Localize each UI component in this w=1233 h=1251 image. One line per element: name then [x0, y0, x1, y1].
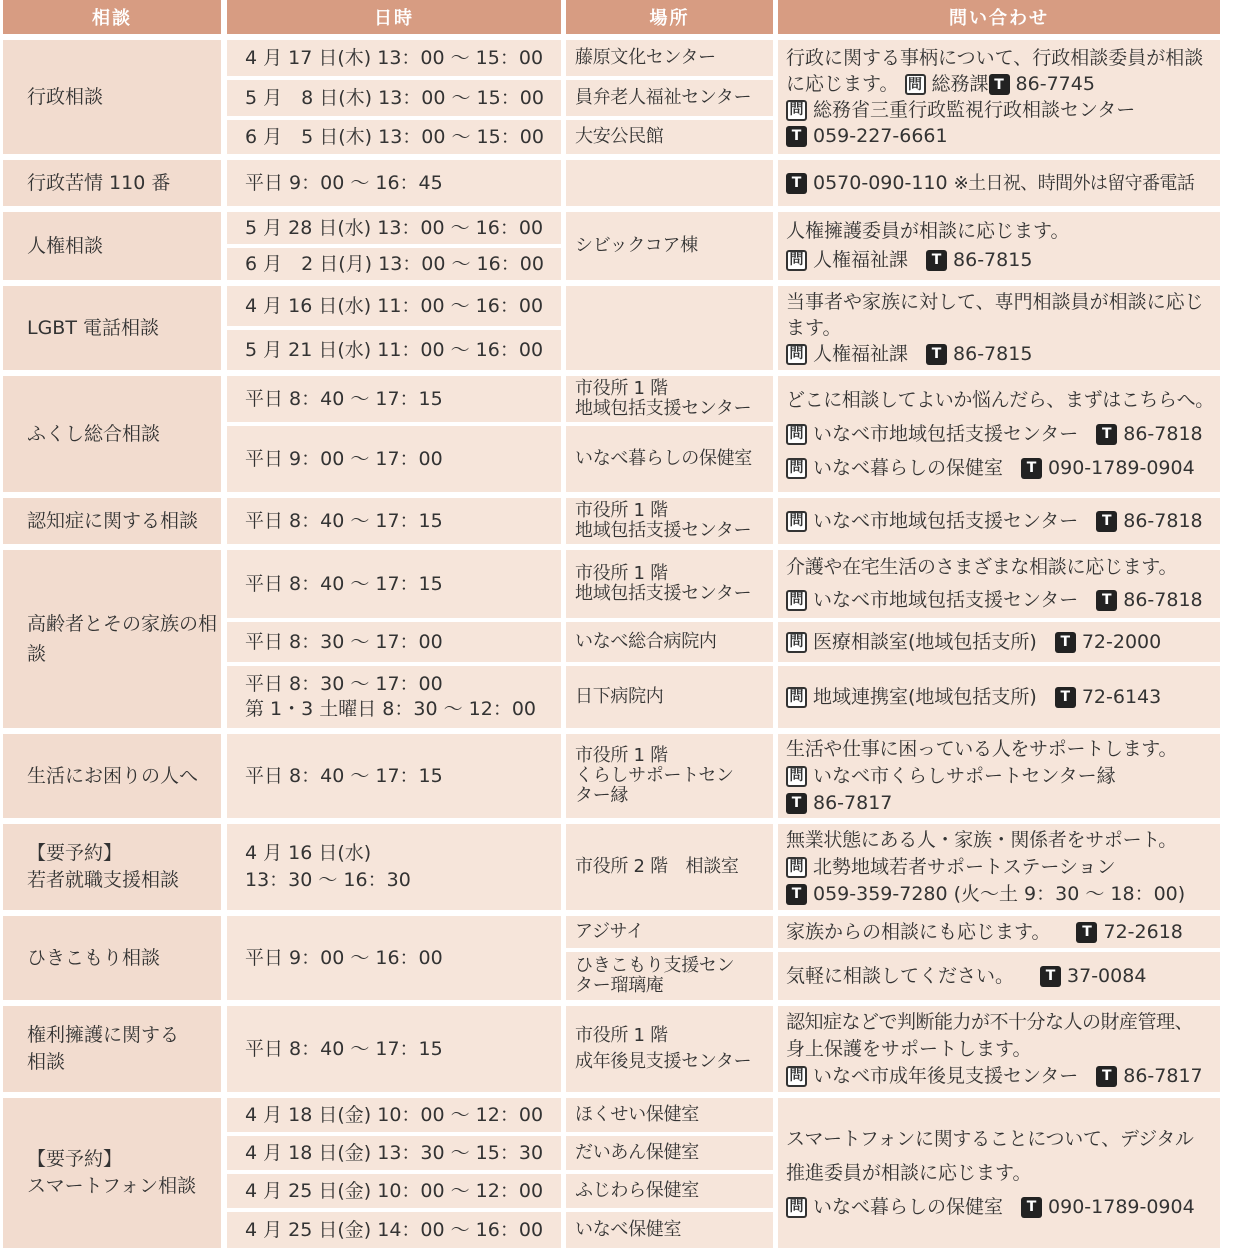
row-hikikomori-date: 平日 9：00 〜 16：00 — [227, 916, 561, 1000]
place-line: 地域包括支援センター — [575, 520, 752, 541]
row-gyosei-date-2: 5 月 8 日(木) 13：00 〜 15：00 — [227, 80, 561, 116]
contact-tel: 72-6143 — [1081, 685, 1162, 708]
contact-dept: いなべ暮らしの保健室 — [813, 1196, 1004, 1218]
header-place: 場所 — [566, 0, 773, 34]
inquiry-icon: 問 — [786, 632, 807, 653]
row-jakusha-date — [227, 824, 561, 910]
place-line: 地域包括支援センター — [575, 583, 752, 604]
contact-tel: 86-7815 — [953, 249, 1033, 271]
row-smart-place-1: ほくせい保健室 — [566, 1098, 773, 1132]
row-lgbt-date-1: 4 月 16 日(水) 11：00 〜 16：00 — [227, 286, 561, 326]
inquiry-icon: 問 — [786, 511, 807, 532]
row-ninchi-date: 平日 8：40 〜 17：15 — [227, 498, 561, 544]
row-ninchi-place — [566, 498, 773, 544]
row-koreisha-place-1 — [566, 550, 773, 618]
row-gyosei-date-3: 6 月 5 日(木) 13：00 〜 15：00 — [227, 120, 561, 154]
contact-dept: 北勢地域若者サポートステーション — [813, 855, 1116, 878]
inquiry-icon: 問 — [786, 590, 807, 611]
contact-tel: 86-7818 — [1123, 509, 1203, 532]
date-line: 4 月 16 日(水) — [245, 842, 372, 864]
consultation-name: 相談 — [27, 1051, 66, 1073]
row-lgbt-name: LGBT 電話相談 — [3, 286, 221, 370]
row-fukushi-date-1: 平日 8：40 〜 17：15 — [227, 376, 561, 422]
inquiry-icon: 問 — [905, 74, 926, 95]
contact-text: 生活や仕事に困っている人をサポートします。 — [786, 737, 1178, 760]
row-ninchi-name: 認知症に関する相談 — [3, 498, 221, 544]
row-smart-contact — [778, 1098, 1220, 1248]
place-line: ひきこもり支援セン — [575, 955, 735, 976]
row-fukushi-contact — [778, 376, 1220, 492]
phone-icon: T — [1096, 590, 1117, 611]
reservation-label: 【要予約】 — [27, 842, 123, 864]
header-consultation: 相談 — [3, 0, 221, 34]
row-seikatsu-contact — [778, 734, 1220, 818]
row-kenri-place — [566, 1006, 773, 1092]
phone-icon: T — [1096, 1066, 1117, 1087]
date-line: 13：30 〜 16：30 — [245, 869, 411, 891]
phone-icon: T — [1040, 966, 1061, 987]
consultation-name: 高齢者とその家族の相談 — [27, 613, 218, 665]
row-fukushi-name: ふくし総合相談 — [3, 376, 221, 492]
row-jinken-date-2: 6 月 2 日(月) 13：00 〜 16：00 — [227, 248, 561, 280]
contact-dept: いなべ市地域包括支援センター — [813, 509, 1079, 532]
row-jinken-name: 人権相談 — [3, 212, 221, 280]
contact-text: 気軽に相談してください。 — [786, 964, 1015, 987]
consultation-name: 若者就職支援相談 — [27, 869, 180, 891]
row-hikikomori-place-1: アジサイ — [566, 916, 773, 948]
row-koreisha-name — [3, 550, 221, 728]
contact-tel: 059-227-6661 — [813, 125, 948, 147]
row-jakusha-name — [3, 824, 221, 910]
contact-note: ※土日祝、時間外は留守番電話 — [953, 172, 1195, 194]
contact-tel: 86-7817 — [1123, 1064, 1203, 1087]
inquiry-icon: 問 — [786, 100, 807, 121]
row-gyosei-place-3: 大安公民館 — [566, 120, 773, 154]
row-smart-date-2: 4 月 18 日(金) 13：30 〜 15：30 — [227, 1136, 561, 1170]
contact-dept: 総務省三重行政監視行政相談センター — [813, 99, 1136, 121]
row-kujo-place — [566, 160, 773, 206]
header-datetime: 日時 — [227, 0, 561, 34]
row-koreisha-date-3 — [227, 666, 561, 728]
row-smart-date-3: 4 月 25 日(金) 10：00 〜 12：00 — [227, 1174, 561, 1208]
contact-tel: 86-7818 — [1123, 589, 1203, 611]
contact-dept: 地域連携室(地域包括支所) — [813, 685, 1037, 708]
contact-note: (火〜土 9：30 〜 18：00) — [953, 882, 1186, 905]
row-fukushi-place-1 — [566, 376, 773, 422]
row-jinken-contact — [778, 212, 1220, 280]
row-seikatsu-date: 平日 8：40 〜 17：15 — [227, 734, 561, 818]
row-koreisha-place-3: 日下病院内 — [566, 666, 773, 728]
date-line: 平日 8：30 〜 17：00 — [245, 673, 443, 695]
row-hikikomori-place-2 — [566, 952, 773, 1000]
contact-tel: 090-1789-0904 — [1048, 1196, 1195, 1218]
phone-icon: T — [989, 74, 1010, 95]
place-line: ター縁 — [575, 785, 629, 806]
contact-dept: いなべ市くらしサポートセンター縁 — [813, 764, 1116, 787]
phone-icon: T — [1055, 632, 1076, 653]
contact-text: 介護や在宅生活のさまざまな相談に応じます。 — [786, 556, 1178, 578]
place-line: ター瑠璃庵 — [575, 975, 664, 996]
inquiry-icon: 問 — [786, 250, 807, 271]
contact-tel: 37-0084 — [1067, 964, 1147, 987]
phone-icon: T — [1076, 922, 1097, 943]
row-gyosei-place-2: 員弁老人福祉センター — [566, 80, 773, 116]
contact-dept: いなべ市地域包括支援センター — [813, 589, 1079, 611]
contact-text: 身上保護をサポートします。 — [786, 1037, 1032, 1060]
row-koreisha-place-2: いなべ総合病院内 — [566, 622, 773, 662]
row-hikikomori-contact-1 — [778, 916, 1220, 948]
row-smart-name — [3, 1098, 221, 1248]
inquiry-icon: 問 — [786, 687, 807, 708]
row-fukushi-place-2: いなべ暮らしの保健室 — [566, 426, 773, 492]
phone-icon: T — [786, 884, 807, 905]
row-kenri-date: 平日 8：40 〜 17：15 — [227, 1006, 561, 1092]
place-line: くらしサポートセン — [575, 765, 734, 786]
row-kenri-name — [3, 1006, 221, 1092]
contact-text: 行政に関する事柄について、行政相談委員が相談に応じます。 — [786, 47, 1204, 95]
row-kujo-contact — [778, 160, 1220, 206]
header-contact: 問い合わせ — [778, 0, 1220, 34]
consultation-name: スマートフォン相談 — [27, 1175, 197, 1197]
row-kujo-date: 平日 9：00 〜 16：45 — [227, 160, 561, 206]
place-line: 市役所 1 階 — [575, 378, 668, 399]
inquiry-icon: 問 — [786, 766, 807, 787]
row-lgbt-contact — [778, 286, 1220, 370]
row-gyosei-date-1: 4 月 17 日(木) 13：00 〜 15：00 — [227, 40, 561, 76]
inquiry-icon: 問 — [786, 1066, 807, 1087]
row-hikikomori-name: ひきこもり相談 — [3, 916, 221, 1000]
inquiry-icon: 問 — [786, 458, 807, 479]
contact-text: 家族からの相談にも応じます。 — [786, 920, 1051, 943]
place-line: 成年後見支援センター — [575, 1051, 752, 1072]
phone-icon: T — [1021, 1197, 1042, 1218]
reservation-label: 【要予約】 — [27, 1148, 123, 1170]
phone-icon: T — [786, 793, 807, 814]
row-jakusha-contact — [778, 824, 1220, 910]
row-kenri-contact — [778, 1006, 1220, 1092]
phone-icon: T — [926, 250, 947, 271]
place-line: 市役所 1 階 — [575, 500, 668, 521]
date-line: 第 1・3 土曜日 8：30 〜 12：00 — [245, 698, 536, 720]
contact-tel: 72-2000 — [1081, 630, 1162, 653]
contact-dept: 医療相談室(地域包括支所) — [813, 630, 1037, 653]
row-gyosei-name: 行政相談 — [3, 40, 221, 154]
contact-tel: 0570-090-110 — [813, 171, 948, 194]
row-koreisha-date-2: 平日 8：30 〜 17：00 — [227, 622, 561, 662]
contact-dept: いなべ市成年後見支援センター — [813, 1064, 1079, 1087]
row-kujo-name: 行政苦情 110 番 — [3, 160, 221, 206]
row-ninchi-contact — [778, 498, 1220, 544]
place-line: 市役所 1 階 — [575, 563, 668, 584]
row-smart-date-4: 4 月 25 日(金) 14：00 〜 16：00 — [227, 1212, 561, 1248]
contact-tel: 059-359-7280 — [813, 882, 948, 905]
row-lgbt-place — [566, 286, 773, 370]
row-koreisha-contact-3 — [778, 666, 1220, 728]
row-seikatsu-name: 生活にお困りの人へ — [3, 734, 221, 818]
inquiry-icon: 問 — [786, 344, 807, 365]
contact-text: 推進委員が相談に応じます。 — [786, 1162, 1032, 1184]
contact-dept: 人権福祉課 — [813, 249, 909, 271]
contact-text: 認知症などで判断能力が不十分な人の財産管理、 — [786, 1010, 1194, 1033]
contact-text: 当事者や家族に対して、専門相談員が相談に応じます。 — [786, 291, 1204, 339]
place-line: 市役所 1 階 — [575, 1025, 668, 1046]
inquiry-icon: 問 — [786, 424, 807, 445]
contact-dept: 総務課 — [931, 73, 989, 95]
row-koreisha-contact-1 — [778, 550, 1220, 618]
contact-tel: 86-7745 — [1015, 73, 1095, 95]
row-gyosei-contact — [778, 40, 1220, 154]
contact-tel: 72-2618 — [1103, 920, 1183, 943]
row-koreisha-contact-2 — [778, 622, 1220, 662]
row-seikatsu-place — [566, 734, 773, 818]
phone-icon: T — [786, 173, 807, 194]
row-smart-place-2: だいあん保健室 — [566, 1136, 773, 1170]
row-jakusha-place: 市役所 2 階 相談室 — [566, 824, 773, 910]
row-lgbt-date-2: 5 月 21 日(水) 11：00 〜 16：00 — [227, 330, 561, 370]
phone-icon: T — [1096, 424, 1117, 445]
phone-icon: T — [1021, 458, 1042, 479]
row-koreisha-date-1: 平日 8：40 〜 17：15 — [227, 550, 561, 618]
contact-tel: 090-1789-0904 — [1048, 457, 1195, 479]
inquiry-icon: 問 — [786, 1197, 807, 1218]
row-jinken-place: シビックコア棟 — [566, 212, 773, 280]
phone-icon: T — [1096, 511, 1117, 532]
phone-icon: T — [926, 344, 947, 365]
contact-text: 無業状態にある人・家族・関係者をサポート。 — [786, 828, 1177, 851]
contact-text: スマートフォンに関することについて、デジタル — [786, 1128, 1194, 1150]
row-jinken-date-1: 5 月 28 日(水) 13：00 〜 16：00 — [227, 212, 561, 244]
contact-text: どこに相談してよいか悩んだら、まずはこちらへ。 — [786, 389, 1214, 411]
contact-dept: いなべ市地域包括支援センター — [813, 423, 1079, 445]
row-hikikomori-contact-2 — [778, 952, 1220, 1000]
contact-tel: 86-7815 — [953, 343, 1033, 365]
phone-icon: T — [786, 126, 807, 147]
contact-tel: 86-7817 — [813, 791, 893, 814]
row-smart-date-1: 4 月 18 日(金) 10：00 〜 12：00 — [227, 1098, 561, 1132]
place-line: 市役所 1 階 — [575, 745, 668, 766]
place-line: 地域包括支援センター — [575, 398, 752, 419]
contact-text: 人権擁護委員が相談に応じます。 — [786, 220, 1070, 242]
row-smart-place-3: ふじわら保健室 — [566, 1174, 773, 1208]
row-gyosei-place-1: 藤原文化センター — [566, 40, 773, 76]
contact-tel: 86-7818 — [1123, 423, 1203, 445]
consultation-name: 権利擁護に関する — [27, 1024, 180, 1046]
inquiry-icon: 問 — [786, 857, 807, 878]
contact-dept: いなべ暮らしの保健室 — [813, 457, 1004, 479]
row-smart-place-4: いなべ保健室 — [566, 1212, 773, 1248]
row-fukushi-date-2: 平日 9：00 〜 17：00 — [227, 426, 561, 492]
phone-icon: T — [1055, 687, 1076, 708]
contact-dept: 人権福祉課 — [813, 343, 909, 365]
